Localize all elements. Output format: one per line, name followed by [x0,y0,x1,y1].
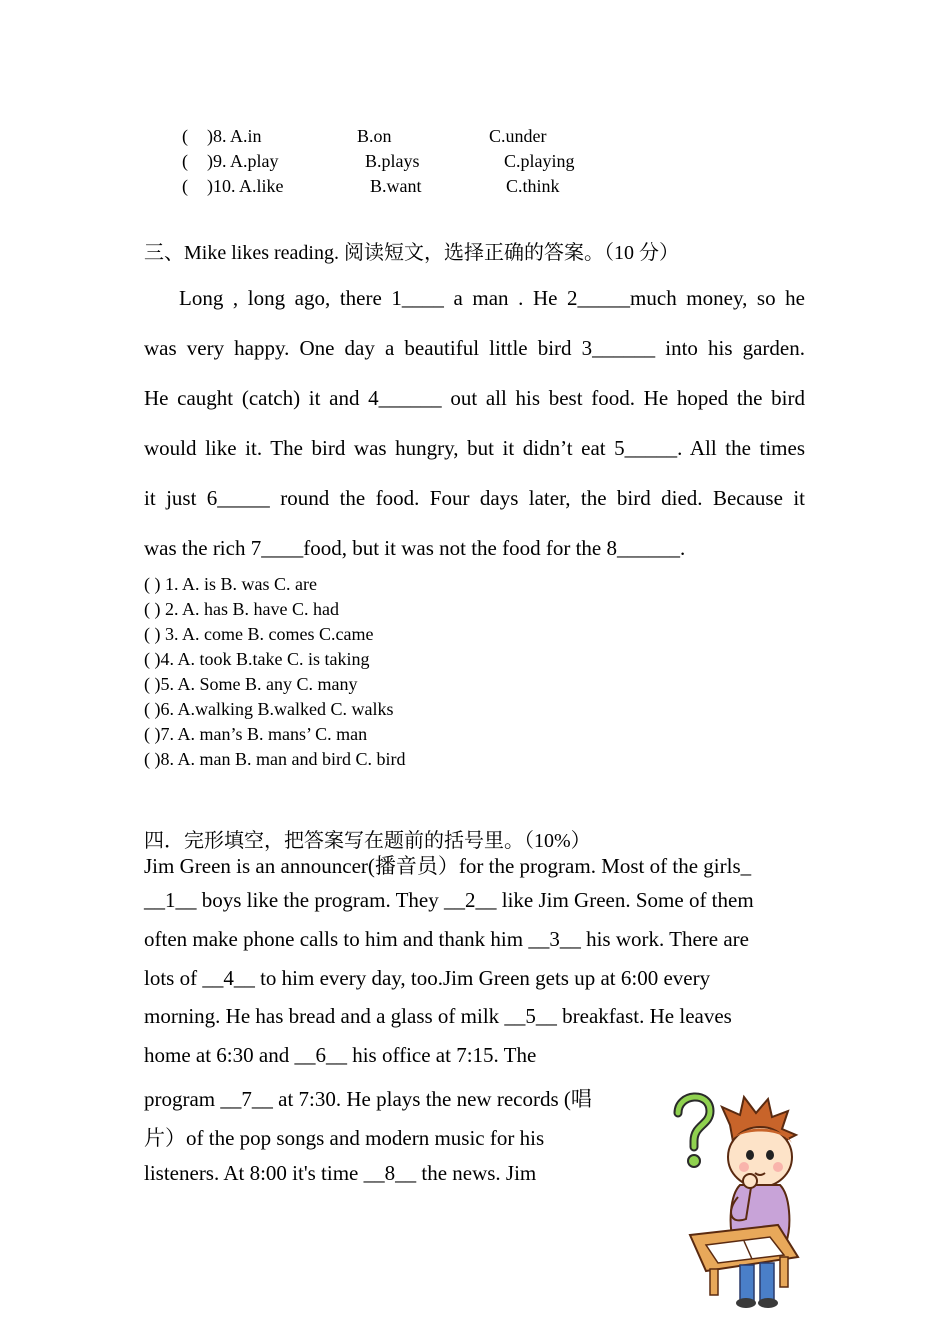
option-a: )9. A.play [207,151,279,171]
cloze-line: home at 6:30 and __6__ his office at 7:15. The [144,1043,537,1067]
cloze-line: 片）of the pop songs and modern music for his [144,1126,545,1150]
answer-paren: ( [182,176,188,196]
answer-paren: ( [182,126,188,146]
option-c: C.under [489,126,547,146]
option-a: )8. A.in [207,126,262,146]
option-c: C.think [506,176,560,196]
passage-line: was the rich 7____food, but it was not the food for the 8______. [144,536,686,560]
cloze-line: often make phone calls to him and thank him __3__ his work. There are [144,927,749,951]
option-b: B.plays [365,151,420,171]
question-item: ( ) 1. A. is B. was C. are [144,574,317,594]
thinking-boy-icon [660,1085,820,1310]
thinking-boy-illustration [660,1085,820,1310]
question-item: ( )4. A. took B.take C. is taking [144,649,370,669]
option-a: )10. A.like [207,176,284,196]
passage-line: He caught (catch) it and 4______ out all his best food. He hoped the bird [144,386,805,410]
question-item: ( )7. A. man’s B. mans’ C. man [144,724,368,744]
passage-line: it just 6_____ round the food. Four days later, the bird died. Because it [144,486,805,510]
passage-line: was very happy. One day a beautiful little bird 3______ into his garden. [144,336,805,360]
answer-paren: ( [182,151,188,171]
cloze-line: listeners. At 8:00 it's time __8__ the news. Jim [144,1161,537,1185]
cloze-line: program __7__ at 7:30. He plays the new records (唱 [144,1087,592,1111]
question-item: ( )5. A. Some B. any C. many [144,674,358,694]
cloze-line: morning. He has bread and a glass of milk __5__ breakfast. He leaves [144,1004,732,1028]
cloze-line: lots of __4__ to him every day, too.Jim Green gets up at 6:00 every [144,966,711,990]
passage-line: Long , long ago, there 1____ a man . He 2_____much money, so he [179,286,805,310]
option-b: B.want [370,176,422,196]
question-item: ( )8. A. man B. man and bird C. bird [144,749,406,769]
cloze-line: Jim Green is an announcer(播音员）for the program. Most of the girls_ [144,854,752,878]
question-item: ( ) 3. A. come B. comes C.came [144,624,374,644]
passage-line: would like it. The bird was hungry, but it didn’t eat 5_____. All the times [144,436,805,460]
option-b: B.on [357,126,392,146]
option-c: C.playing [504,151,575,171]
question-item: ( )6. A.walking B.walked C. walks [144,699,394,719]
section3-title: 三、Mike likes reading. 阅读短文，选择正确的答案。（10 分） [144,242,679,264]
cloze-line: __1__ boys like the program. They __2__ like Jim Green. Some of them [144,888,754,912]
section4-title: 四．完形填空，把答案写在题前的括号里。（10%） [144,830,591,852]
question-item: ( ) 2. A. has B. have C. had [144,599,339,619]
question-mark-icon [678,1097,710,1167]
